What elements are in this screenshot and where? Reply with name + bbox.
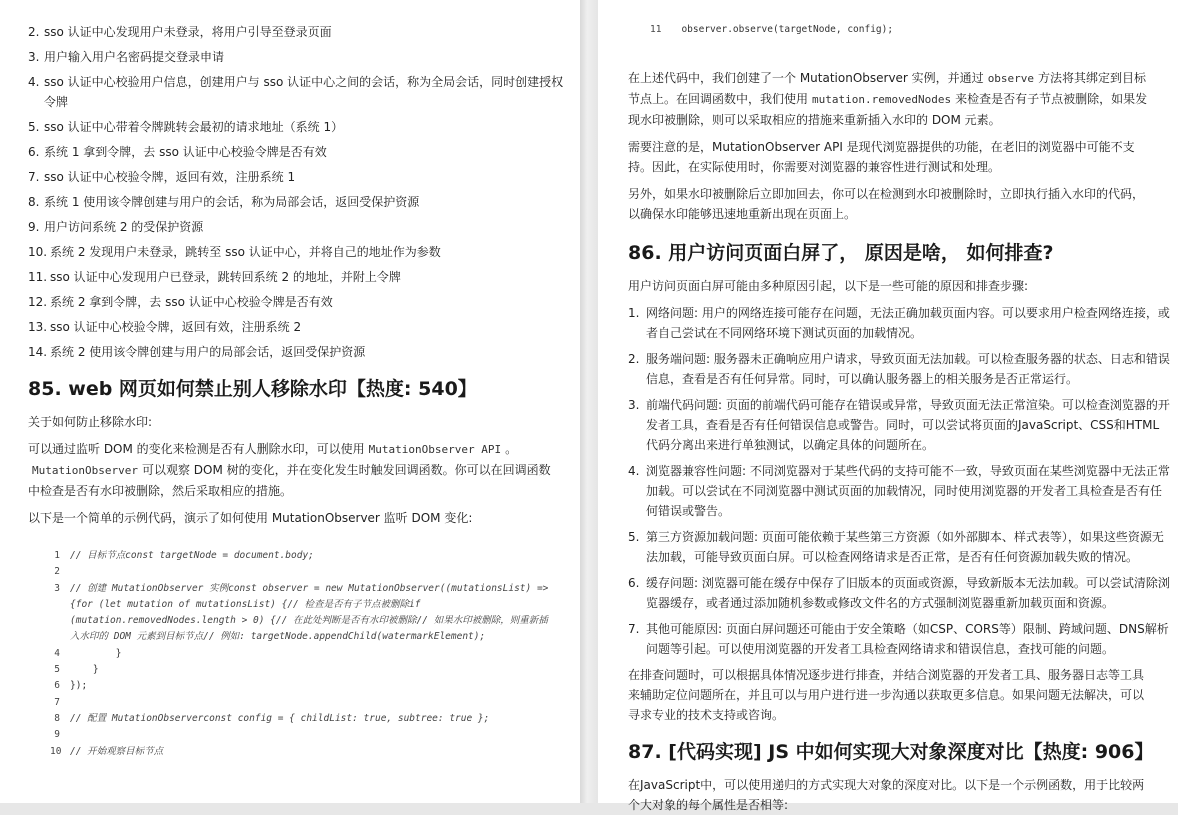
code-line: 10 // 开始观察目标节点	[50, 745, 164, 757]
code-block	[50, 548, 550, 760]
paragraph: 在上述代码中，我们创建了一个 MutationObserver 实例，并通过 observe 方法将其绑定到目标节点上。在回调函数中，我们使用 mutation.removedNodes 来检查是否有子节点被删除，如果发现水印被删除，则可以采取相应的措施来重新插入水印的 DOM 元素。	[628, 71, 1148, 128]
list-item: 6. 缓存问题: 浏览器可能在缓存中保存了旧版本的页面或资源，导致新版本无法加载。可以尝试清除浏览器缓存，或者通过添加随机参数或修改文件名的方式强制浏览器重新加载页面和资源。	[628, 576, 1170, 611]
paragraph: 另外，如果水印被删除后立即加回去，你可以在检测到水印被删除时，立即执行插入水印的代码，以确保水印能够迅速地重新出现在页面上。	[628, 187, 1145, 222]
list-item: 2. sso 认证中心发现用户未登录，将用户引导至登录页面	[28, 25, 332, 39]
list-item: 13. sso 认证中心校验令牌，返回有效，注册系统 2	[28, 320, 302, 334]
list-item: 10. 系统 2 发现用户未登录，跳转至 sso 认证中心，并将自己的地址作为参数	[28, 245, 441, 259]
code-line: 8 // 配置 MutationObserverconst config = { childList: true, subtree: true };	[54, 712, 490, 724]
left-page	[0, 0, 580, 803]
code-line: 3 // 创建 MutationObserver 实例const observer = new MutationObserver((mutationsList) => {for (let mutation of mutationsList) {// 检查是否有子节点被删除if (mutation.removedNodes.length > 0) {// 在此处判断是否有水印被删除// 如果水印被删除，则重新插入水印的 DOM 元素到目标节点// 例如: targetNode.appendChild(watermarkElement);	[54, 582, 549, 643]
list-item: 6. 系统 1 拿到令牌，去 sso 认证中心校验令牌是否有效	[28, 145, 327, 159]
inline-code: mutation.removedNodes	[812, 93, 952, 107]
list-item: 8. 系统 1 使用该令牌创建与用户的会话，称为局部会话，返回受保护资源	[28, 195, 420, 209]
code-line: 1 // 目标节点const targetNode = document.body;	[54, 550, 314, 561]
page-gutter	[580, 0, 598, 803]
list-item: 3. 用户输入用户名密码提交登录申请	[28, 50, 225, 64]
white-screen-cause-list	[628, 303, 1178, 659]
heading-85: 85. web 网页如何禁止别人移除水印【热度: 540】	[28, 378, 477, 400]
code-line: 4 }	[54, 647, 122, 659]
paragraph: 以下是一个简单的示例代码，演示了如何使用 MutationObserver 监听 DOM 变化:	[28, 511, 473, 525]
sso-step-list	[28, 22, 580, 362]
list-item: 5. sso 认证中心带着令牌跳转会最初的请求地址（系统 1）	[28, 120, 344, 134]
code-line: 5 }	[54, 664, 99, 676]
code-line: 2	[54, 566, 60, 578]
list-item: 14. 系统 2 使用该令牌创建与用户的局部会话，返回受保护资源	[28, 345, 366, 359]
list-item: 11. sso 认证中心发现用户已登录，跳转回系统 2 的地址，并附上令牌	[28, 270, 401, 284]
paragraph: 需要注意的是，MutationObserver API 是现代浏览器提供的功能，在老旧的浏览器中可能不支持。因此，在实际使用时，你需要对浏览器的兼容性进行测试和处理。	[628, 140, 1135, 175]
paragraph: 关于如何防止移除水印:	[28, 415, 153, 429]
paragraph: 用户访问页面白屏可能由多种原因引起，以下是一些可能的原因和排查步骤:	[628, 279, 1029, 294]
heading-87: 87. [代码实现] JS 中如何实现大对象深度对比【热度: 906】	[628, 741, 1154, 764]
right-page	[598, 0, 1178, 813]
list-item: 4. sso 认证中心校验用户信息，创建用户与 sso 认证中心之间的会话，称为全局会话，同时创建授权令牌	[28, 75, 564, 109]
code-line: 7	[54, 696, 60, 708]
inline-code: observe	[987, 72, 1035, 86]
list-item: 7. sso 认证中心校验令牌，返回有效，注册系统 1	[28, 170, 296, 184]
inline-code: MutationObserver	[32, 464, 138, 477]
paragraph: 可以通过监听 DOM 的变化来检测是否有人删除水印，可以使用 MutationObserver API 。MutationObserver 可以观察 DOM 树的变化，并在变化发生时触发回调函数。你可以在回调函数中检查是否有水印被删除，然后采取相应的措施。	[28, 442, 551, 498]
list-item: 1. 网络问题: 用户的网络连接可能存在问题，无法正确加载页面内容。可以要求用户检查网络连接，或者自己尝试在不同网络环境下测试页面的加载情况。	[628, 306, 1170, 341]
paragraph: 在JavaScript中，可以使用递归的方式实现大对象的深度对比。以下是一个示例函数，用于比较两个大对象的每个属性是否相等:	[628, 778, 1145, 813]
list-item: 4. 浏览器兼容性问题: 不同浏览器对于某些代码的支持可能不一致，导致页面在某些浏览器中无法正常加载。可以尝试在不同浏览器中测试页面的加载情况，同时使用浏览器的开发者工具检查是否有任何错误或警告。	[628, 464, 1170, 519]
code-block	[650, 22, 1150, 38]
code-line: 11 observer.observe(targetNode, config);	[650, 24, 894, 35]
list-item: 12. 系统 2 拿到令牌，去 sso 认证中心校验令牌是否有效	[28, 295, 333, 309]
list-item: 9. 用户访问系统 2 的受保护资源	[28, 220, 204, 234]
list-item: 5. 第三方资源加载问题: 页面可能依赖于某些第三方资源（如外部脚本、样式表等），如果这些资源无法加载，可能导致页面白屏。可以检查网络请求是否正常，是否有任何资源加载失败的情况。	[628, 530, 1164, 565]
list-item: 2. 服务端问题: 服务器未正确响应用户请求，导致页面无法加载。可以检查服务器的状态、日志和错误信息，查看是否有任何异常。同时，可以确认服务器上的相关服务是否正常运行。	[628, 352, 1170, 387]
list-item: 3. 前端代码问题: 页面的前端代码可能存在错误或异常，导致页面无法正常渲染。可以检查浏览器的开发者工具，查看是否有任何错误信息或警告。同时，可以尝试将页面的JavaScript、CSS和HTML代码分离出来进行单独测试，以确定具体的问题所在。	[628, 398, 1170, 453]
code-line: 9	[54, 729, 60, 741]
inline-code: MutationObserver API	[368, 443, 502, 456]
code-line: 6 });	[54, 680, 88, 692]
list-item: 7. 其他可能原因: 页面白屏问题还可能由于安全策略（如CSP、CORS等）限制、跨域问题、DNS解析问题等引起。可以使用浏览器的开发者工具检查网络请求和错误信息，查找可能的问题。	[628, 622, 1169, 657]
paragraph: 在排查问题时，可以根据具体情况逐步进行排查，并结合浏览器的开发者工具、服务器日志等工具来辅助定位问题所在，并且可以与用户进行进一步沟通以获取更多信息。如果问题无法解决，可以寻求专业的技术支持或咨询。	[628, 668, 1145, 723]
heading-86: 86. 用户访问页面白屏了， 原因是啥， 如何排查?	[628, 242, 1054, 265]
